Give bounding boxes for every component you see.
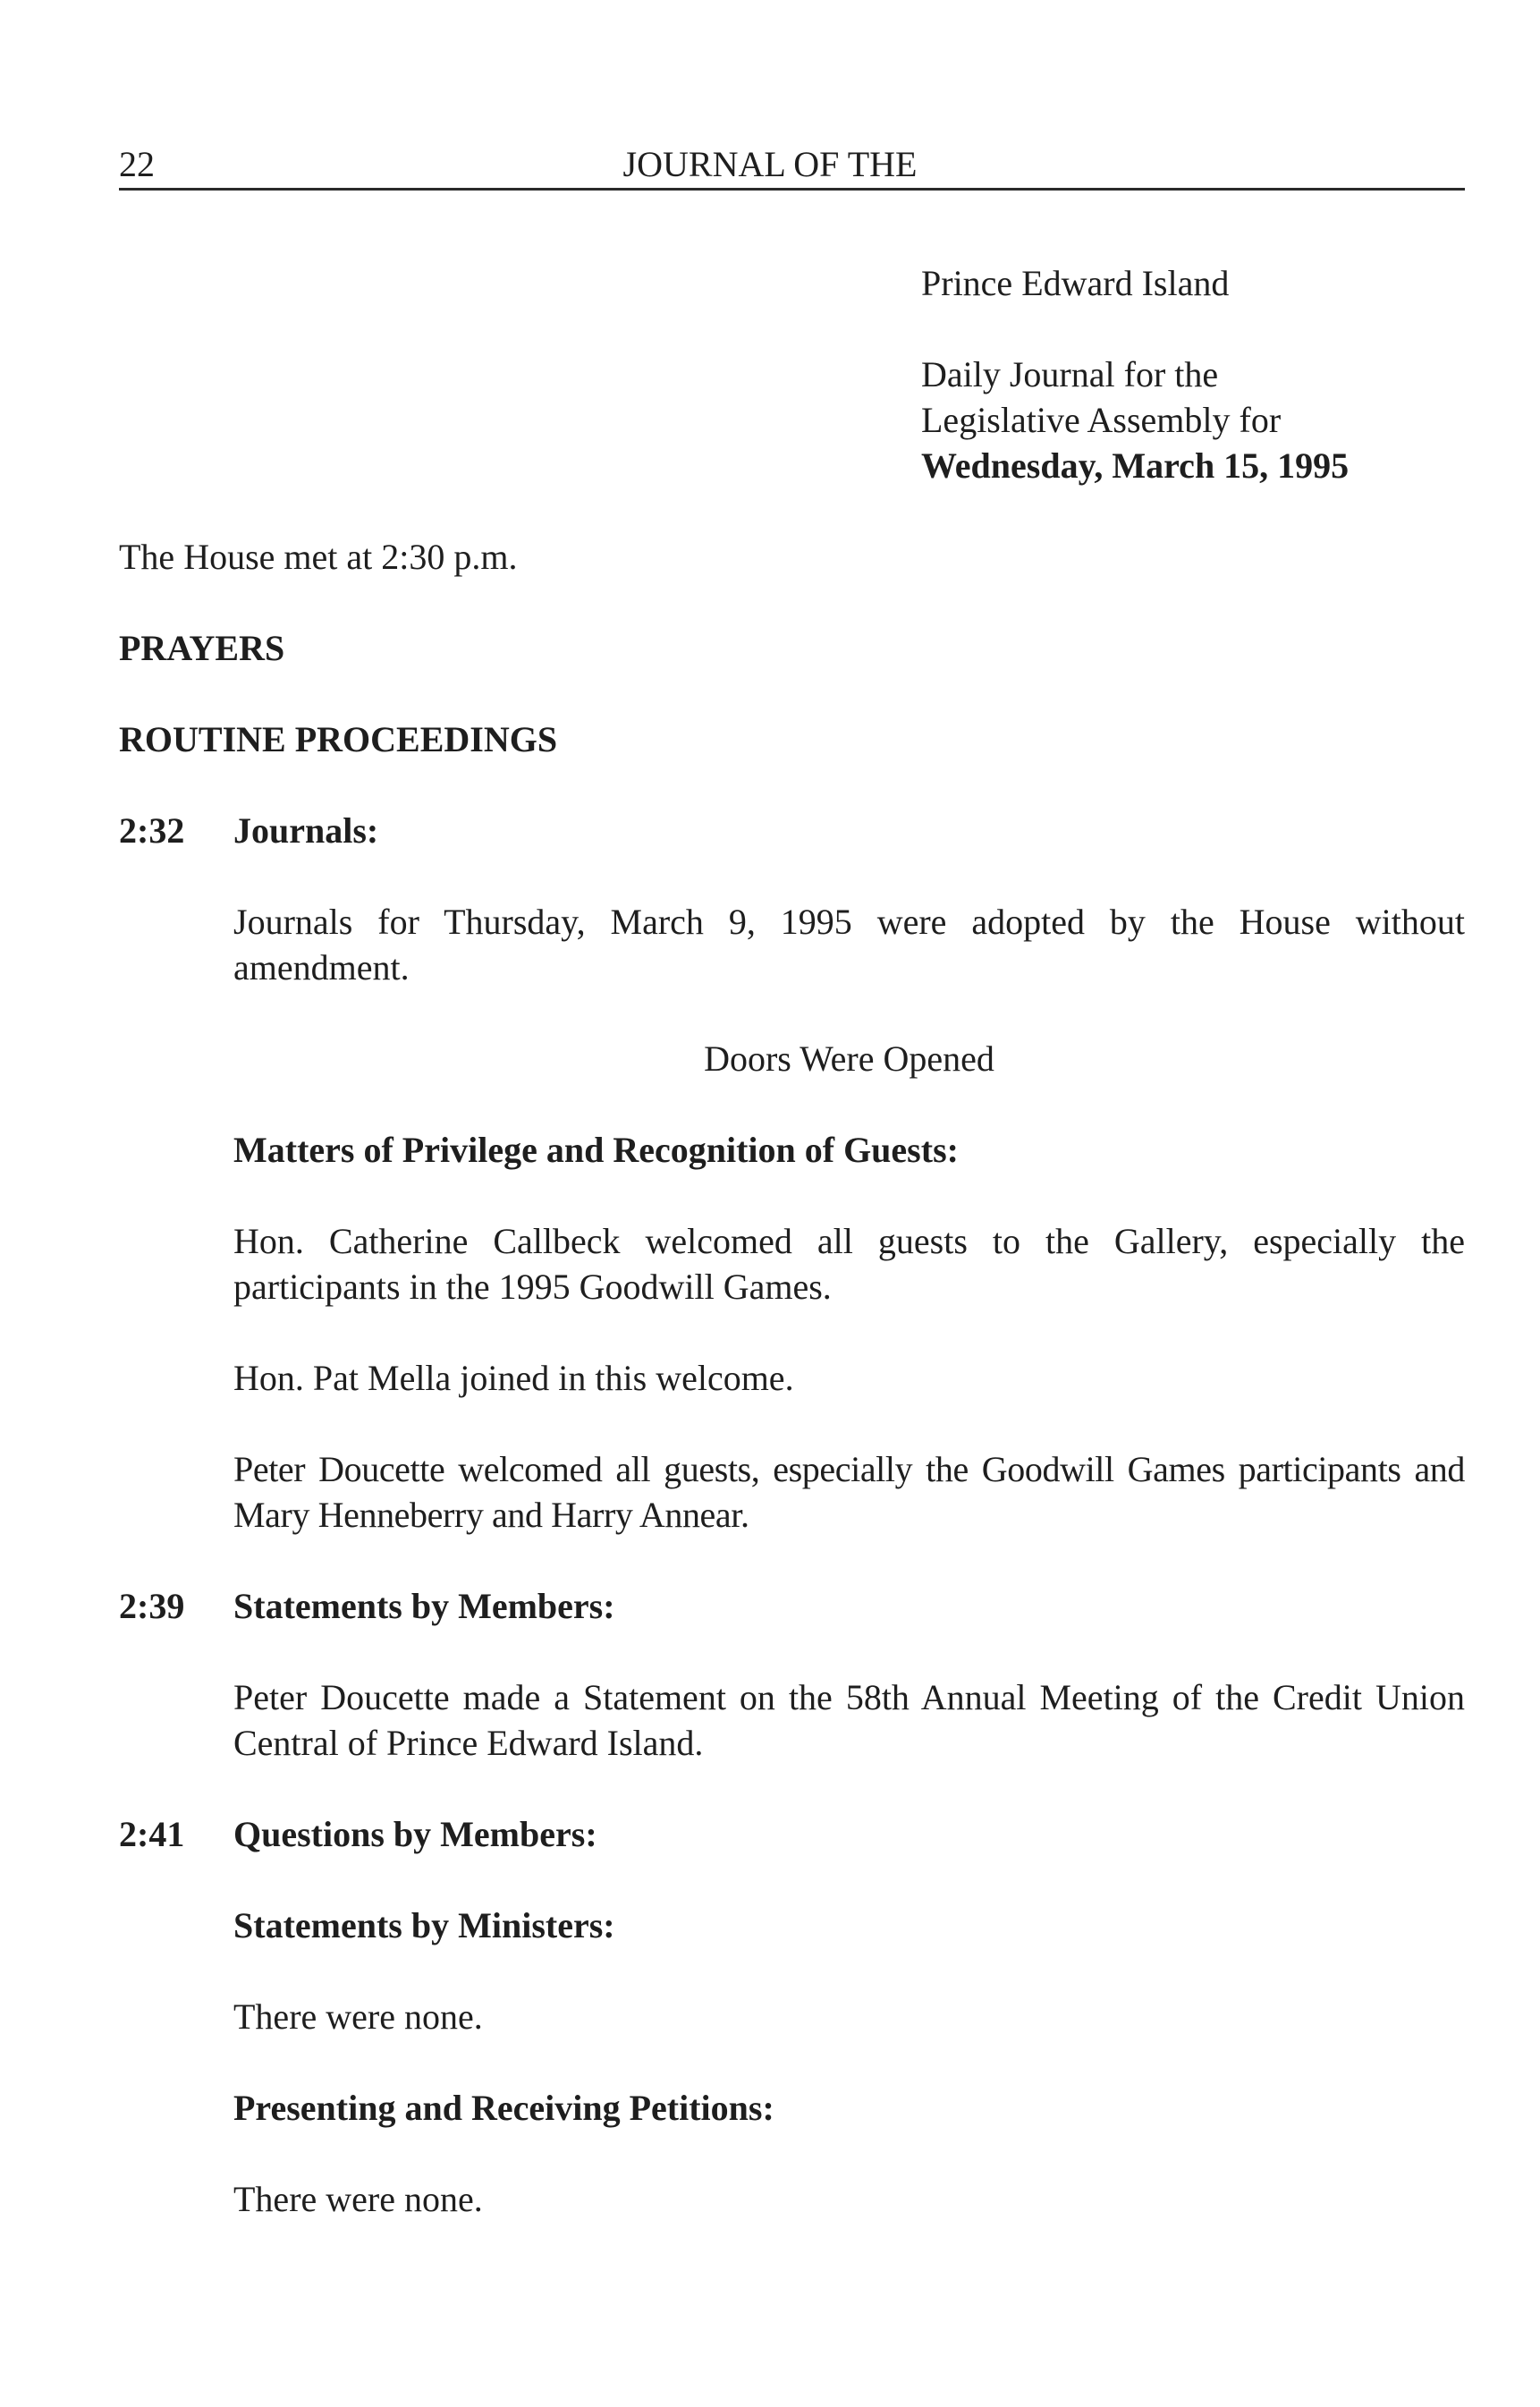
privilege-paragraph-doucette: Peter Doucette welcomed all guests, especially the Goodwill Games participants and Mary Henneberry and Harry Annear. — [233, 1449, 1465, 1535]
questions-heading: Questions by Members: — [233, 1814, 597, 1854]
journals-text: Journals for Thursday, March 9, 1995 were adopted by the House without amendment. — [233, 902, 1465, 987]
petitions-text: There were none. — [233, 2179, 483, 2219]
privilege-heading: Matters of Privilege and Recognition of Guests: — [233, 1130, 959, 1170]
province-name: Prince Edward Island — [921, 263, 1230, 303]
statements-members-text: Peter Doucette made a Statement on the 58th Annual Meeting of the Credit Union Central of Prince Edward Island. — [233, 1677, 1465, 1763]
petitions-heading: Presenting and Receiving Petitions: — [233, 2088, 774, 2128]
questions-time: 2:41 — [119, 1814, 185, 1854]
house-met-line: The House met at 2:30 p.m. — [119, 537, 518, 577]
privilege-paragraph-callbeck: Hon. Catherine Callbeck welcomed all guests to the Gallery, especially the participants in the 1995 Goodwill Games. — [233, 1221, 1465, 1307]
running-title: JOURNAL OF THE — [622, 144, 918, 184]
journals-heading: Journals: — [233, 810, 379, 851]
routine-proceedings-heading: ROUTINE PROCEEDINGS — [119, 719, 558, 759]
journal-title-line1: Daily Journal for the — [921, 354, 1219, 394]
statements-ministers-heading: Statements by Ministers: — [233, 1905, 615, 1945]
statements-ministers-text: There were none. — [233, 1996, 483, 2037]
header-rule — [119, 188, 1465, 191]
journals-time: 2:32 — [119, 810, 185, 851]
prayers-heading: PRAYERS — [119, 628, 285, 668]
journal-title-line2: Legislative Assembly for — [921, 400, 1282, 440]
privilege-paragraph-mella: Hon. Pat Mella joined in this welcome. — [233, 1358, 794, 1398]
journal-date: Wednesday, March 15, 1995 — [921, 445, 1350, 486]
statements-members-time: 2:39 — [119, 1586, 185, 1626]
statements-members-heading: Statements by Members: — [233, 1586, 615, 1626]
page-number: 22 — [119, 144, 155, 184]
doors-opened-line: Doors Were Opened — [704, 1038, 994, 1079]
